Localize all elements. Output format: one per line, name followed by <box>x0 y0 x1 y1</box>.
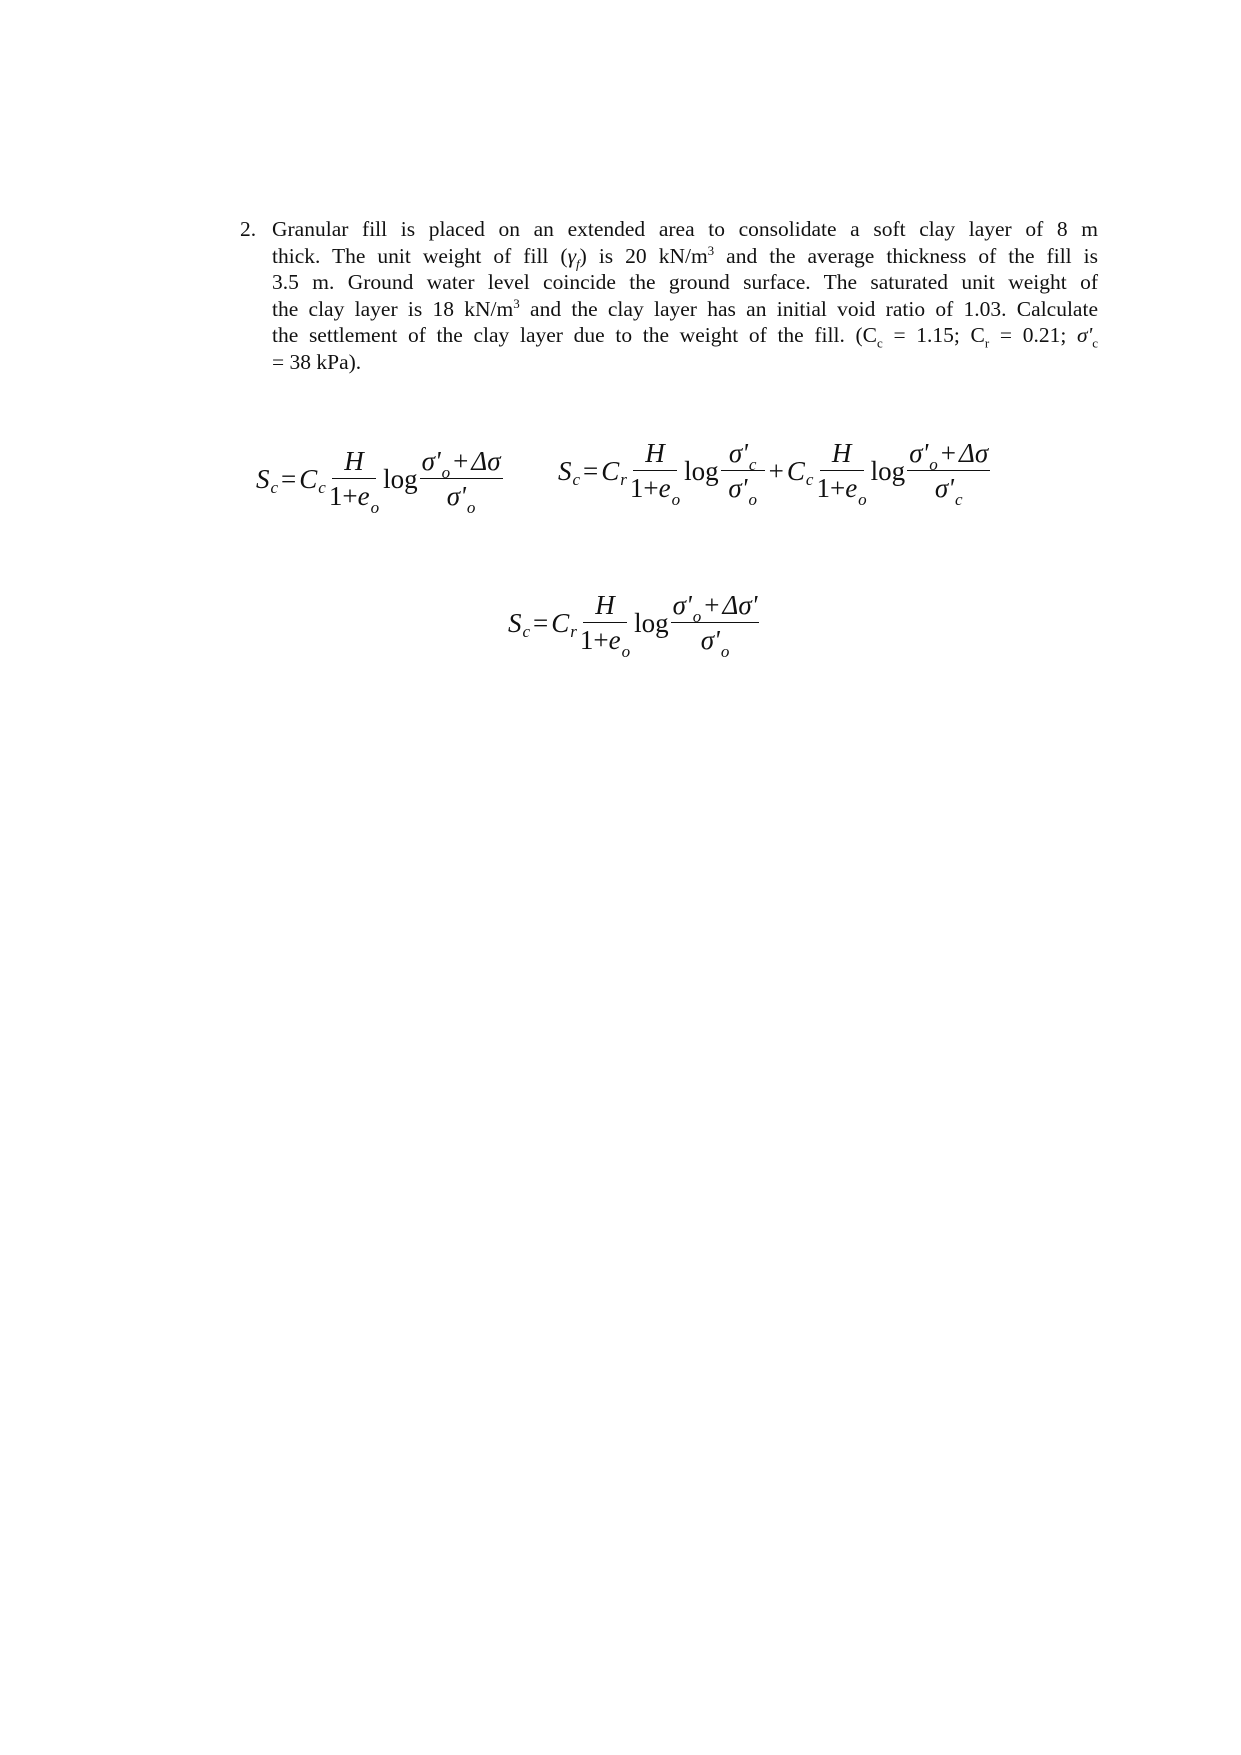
question-line-5: the settlement of the clay layer due to the weight of the fill. ($C_c = 1.15$; $C_r = 0.21$; $\sigma'_c$ <box>272 323 1098 351</box>
question-line-3: 3.5 m. Ground water level coincide the ground surface. The saturated unit weight of <box>272 270 1098 294</box>
fraction-h-over-void: $\frac{H}{1+e_o}$ <box>328 446 380 517</box>
question-line-1: Granular fill is placed on an extended area to consolidate a soft clay layer of 8 m <box>272 217 1098 241</box>
question-line-2: thick. The unit weight of fill $(\gamma_f)$ is 20 $kN/m^3$ and the average thickness of the fill is <box>272 242 1098 271</box>
question-2 <box>240 216 1098 375</box>
fraction-stress-ratio: $\frac{\sigma'_o + \Delta\sigma}{\sigma'_o}$ <box>421 446 501 517</box>
question-number: 2. <box>240 217 257 241</box>
formula-oc-settlement: S c = C r $\frac{H}{1+e_o}$ log $\frac{\sigma'_c}{\sigma'_o}$ + C c $\frac{H}{1+e_o}$ log $\frac{\sigma'_o + \Delta\sigma}{\sigma'_c}$ <box>558 438 989 509</box>
formula-nc-settlement: S c = C c $\frac{H}{1+e_o}$ log $\frac{\sigma'_o + \Delta\sigma}{\sigma'_o}$ <box>256 446 501 517</box>
formula-recompression-settlement: S c = C r $\frac{H}{1+e_o}$ log $\frac{\sigma'_o + \Delta\sigma'}{\sigma'_o}$ <box>508 590 758 661</box>
question-line-6: = 38 kPa). <box>272 349 362 374</box>
gamma-symbol: γ <box>567 243 577 268</box>
question-line-4: the clay layer is 18 $kN/m^3$ and the clay layer has an initial void ratio of 1.03. Calculate <box>272 295 1098 321</box>
